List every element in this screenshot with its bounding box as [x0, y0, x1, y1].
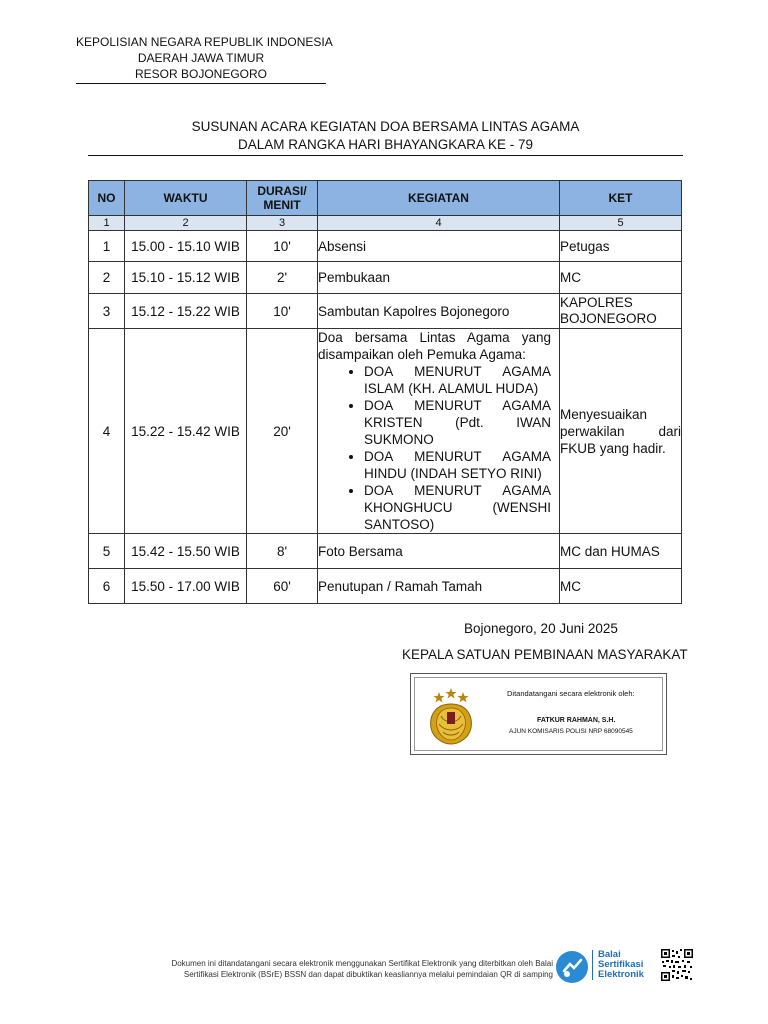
row-ket: MC dan HUMAS [560, 534, 682, 569]
row-durasi: 20' [247, 329, 318, 534]
bsre-line-2: Sertifikasi [598, 959, 644, 970]
row-durasi: 2' [247, 262, 318, 294]
row-kegiatan-intro: Doa bersama Lintas Agama yang disampaikan oleh Pemuka Agama: [318, 330, 551, 362]
row-waktu: 15.12 - 15.22 WIB [125, 294, 247, 329]
row-no: 6 [89, 569, 125, 604]
bsre-logo-text [592, 950, 644, 980]
header-kegiatan: KEGIATAN [318, 181, 560, 216]
prayer-list [318, 363, 551, 533]
row-waktu: 15.50 - 17.00 WIB [125, 569, 247, 604]
list-item: • DOA MENURUT AGAMA ISLAM (KH. ALAMUL HUDA) [364, 363, 551, 397]
row-durasi: 8' [247, 534, 318, 569]
row-durasi: 10' [247, 231, 318, 262]
table-row [89, 231, 682, 262]
row-ket: MC [560, 262, 682, 294]
row-ket-cell [560, 329, 682, 534]
signer-rank: AJUN KOMISARIS POLISI NRP 68090545 [509, 728, 633, 735]
row-waktu: 15.42 - 15.50 WIB [125, 534, 247, 569]
row-ket: MC [560, 569, 682, 604]
document-title [88, 118, 683, 156]
title-line-1: SUSUNAN ACARA KEGIATAN DOA BERSAMA LINTAS AGAMA [191, 119, 580, 134]
row-kegiatan-cell [318, 329, 560, 534]
table-row [89, 262, 682, 294]
row-durasi: 60' [247, 569, 318, 604]
header-waktu: WAKTU [125, 181, 247, 216]
row-ket: Petugas [560, 231, 682, 262]
electronic-signature-box [410, 673, 667, 755]
list-item: • DOA MENURUT AGAMA KRISTEN (Pdt. IWAN SUKMONO [364, 397, 551, 448]
index-cell: 4 [318, 216, 560, 231]
row-ket: Menyesuaikan perwakilan dari FKUB yang hadir. [560, 406, 681, 456]
header-no: NO [89, 181, 125, 216]
index-cell: 3 [247, 216, 318, 231]
header-durasi: DURASI/ MENIT [247, 181, 318, 216]
letterhead-line-2: DAERAH JAWA TIMUR [137, 51, 265, 65]
row-kegiatan: Penutupan / Ramah Tamah [318, 569, 560, 604]
row-waktu: 15.10 - 15.12 WIB [125, 262, 247, 294]
column-index-row [89, 216, 682, 231]
list-item: • DOA MENURUT AGAMA HINDU (INDAH SETYO RINI) [364, 448, 551, 482]
row-ket: KAPOLRES BOJONEGORO [560, 294, 682, 329]
row-kegiatan: Sambutan Kapolres Bojonegoro [318, 294, 560, 329]
signature-role: KEPALA SATUAN PEMBINAAN MASYARAKAT [402, 647, 688, 662]
title-line-2: DALAM RANGKA HARI BHAYANGKARA KE - 79 [237, 137, 534, 152]
index-cell: 5 [560, 216, 682, 231]
bsre-logo-icon [555, 950, 589, 984]
row-kegiatan: Absensi [318, 231, 560, 262]
table-header-row [89, 181, 682, 216]
agenda-table [88, 180, 682, 604]
row-kegiatan: Foto Bersama [318, 534, 560, 569]
row-no: 5 [89, 534, 125, 569]
table-row [89, 534, 682, 569]
row-waktu: 15.22 - 15.42 WIB [125, 329, 247, 534]
list-item: • DOA MENURUT AGAMA KHONGHUCU (WENSHI SANTOSO) [364, 482, 551, 533]
row-kegiatan: Pembukaan [318, 262, 560, 294]
police-emblem-icon [423, 686, 479, 746]
table-row [89, 569, 682, 604]
letterhead-line-1: KEPOLISIAN NEGARA REPUBLIK INDONESIA [76, 35, 333, 49]
index-cell: 2 [125, 216, 247, 231]
row-no: 1 [89, 231, 125, 262]
index-cell: 1 [89, 216, 125, 231]
signature-place-date: Bojonegoro, 20 Juni 2025 [464, 621, 618, 636]
row-waktu: 15.00 - 15.10 WIB [125, 231, 247, 262]
row-no: 2 [89, 262, 125, 294]
row-durasi: 10' [247, 294, 318, 329]
row-no: 4 [89, 329, 125, 534]
table-row [89, 329, 682, 534]
footer-disclaimer: Dokumen ini ditandatangani secara elektronik menggunakan Sertifikat Elektronik yang diterbitkan oleh Balai Sertifikasi Elektronik (BSrE) BSSN dan dapat dibuktikan keasliannya melalui pemindaian QR di samping [171, 959, 553, 979]
table-row [89, 294, 682, 329]
bsre-line-3: Elektronik [598, 969, 644, 980]
qr-code-icon[interactable] [660, 948, 694, 982]
letterhead [76, 34, 333, 84]
row-no: 3 [89, 294, 125, 329]
letterhead-line-3: RESOR BOJONEGORO [134, 67, 268, 81]
signer-name: FATKUR RAHMAN, S.H. [537, 717, 616, 724]
header-ket: KET [560, 181, 682, 216]
bsre-line-1: Balai [598, 949, 621, 960]
signature-label: Ditandatangani secara elektronik oleh: [507, 689, 635, 698]
